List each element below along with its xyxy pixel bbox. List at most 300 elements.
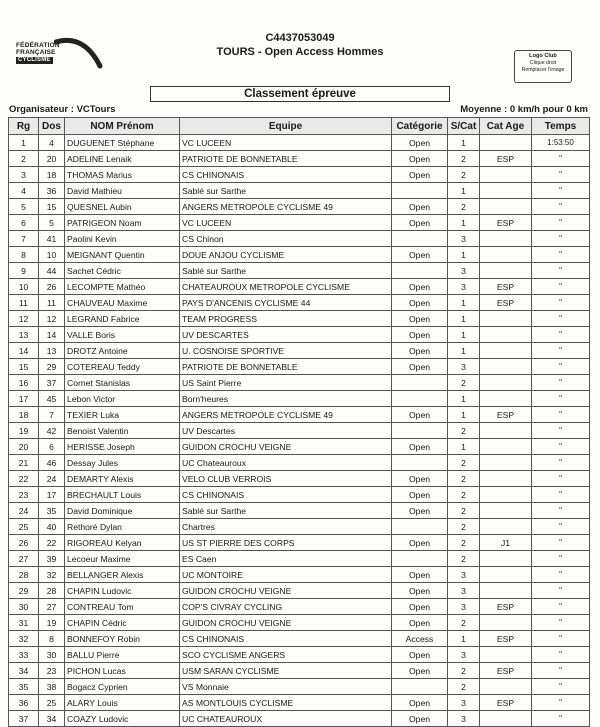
- club-logo-title: Logo Club: [529, 53, 557, 59]
- table-row: [9, 711, 590, 727]
- team-cell: UC Chateauroux: [180, 455, 392, 471]
- bib-cell: 30: [39, 647, 65, 663]
- name-cell: Paolini Kevin: [65, 231, 180, 247]
- team-cell: VC LUCEEN: [180, 215, 392, 231]
- col-name: NOM Prénom: [65, 118, 180, 135]
- rank-cell: 29: [9, 583, 39, 599]
- bib-cell: 19: [39, 615, 65, 631]
- col-team: Equipe: [180, 118, 392, 135]
- bib-cell: 41: [39, 231, 65, 247]
- rank-cell: 19: [9, 423, 39, 439]
- logo-line-3: CYCLISME: [18, 57, 51, 63]
- club-logo-placeholder: [514, 50, 572, 83]
- category-cell: Open: [392, 471, 448, 487]
- average-speed: Moyenne : 0 km/h pour 0 km: [460, 104, 588, 115]
- subcategory-cell: 1: [448, 247, 480, 263]
- age-category-cell: [480, 471, 532, 487]
- table-row: [9, 327, 590, 343]
- age-category-cell: ESP: [480, 599, 532, 615]
- rank-cell: 20: [9, 439, 39, 455]
- name-cell: LEGRAND Fabrice: [65, 311, 180, 327]
- name-cell: ADELINE Lenaik: [65, 151, 180, 167]
- subcategory-cell: 1: [448, 215, 480, 231]
- age-category-cell: ESP: [480, 151, 532, 167]
- table-row: [9, 359, 590, 375]
- age-category-cell: [480, 199, 532, 215]
- age-category-cell: [480, 567, 532, 583]
- rank-cell: 2: [9, 151, 39, 167]
- table-row: [9, 343, 590, 359]
- bib-cell: 13: [39, 343, 65, 359]
- name-cell: CHAPIN Ludovic: [65, 583, 180, 599]
- table-row: [9, 263, 590, 279]
- rank-cell: 37: [9, 711, 39, 727]
- subcategory-cell: 3: [448, 647, 480, 663]
- bib-cell: 8: [39, 631, 65, 647]
- logo-line-2: FRANÇAISE: [16, 49, 56, 56]
- name-cell: VALLE Boris: [65, 327, 180, 343]
- time-cell: ": [532, 567, 590, 583]
- age-category-cell: [480, 183, 532, 199]
- team-cell: SCO CYCLISME ANGERS: [180, 647, 392, 663]
- age-category-cell: ESP: [480, 407, 532, 423]
- age-category-cell: ESP: [480, 631, 532, 647]
- category-cell: Open: [392, 503, 448, 519]
- category-cell: Open: [392, 711, 448, 727]
- category-cell: [392, 391, 448, 407]
- category-cell: Open: [392, 567, 448, 583]
- rank-cell: 21: [9, 455, 39, 471]
- category-cell: Open: [392, 599, 448, 615]
- subcategory-cell: 3: [448, 711, 480, 727]
- col-subcategory: S/Cat: [448, 118, 480, 135]
- time-cell: ": [532, 471, 590, 487]
- rank-cell: 14: [9, 343, 39, 359]
- time-cell: ": [532, 535, 590, 551]
- name-cell: BRECHAULT Louis: [65, 487, 180, 503]
- team-cell: CS CHINONAIS: [180, 487, 392, 503]
- name-cell: David Mathieu: [65, 183, 180, 199]
- subcategory-cell: 2: [448, 375, 480, 391]
- name-cell: Benoist Valentin: [65, 423, 180, 439]
- col-age-category: Cat Age: [480, 118, 532, 135]
- bib-cell: 17: [39, 487, 65, 503]
- category-cell: Open: [392, 343, 448, 359]
- time-cell: ": [532, 663, 590, 679]
- time-cell: ": [532, 199, 590, 215]
- table-row: [9, 295, 590, 311]
- rank-cell: 12: [9, 311, 39, 327]
- name-cell: David Dominique: [65, 503, 180, 519]
- team-cell: US ST PIERRE DES CORPS: [180, 535, 392, 551]
- team-cell: ANGERS METROPOLE CYCLISME 49: [180, 199, 392, 215]
- club-logo-line2: Remplacer l'image: [521, 67, 565, 73]
- category-cell: [392, 423, 448, 439]
- time-cell: ": [532, 599, 590, 615]
- table-row: [9, 375, 590, 391]
- time-cell: ": [532, 583, 590, 599]
- results-banner: Classement épreuve: [150, 86, 450, 102]
- age-category-cell: [480, 135, 532, 151]
- category-cell: Open: [392, 695, 448, 711]
- time-cell: ": [532, 343, 590, 359]
- bib-cell: 22: [39, 535, 65, 551]
- category-cell: [392, 455, 448, 471]
- rank-cell: 5: [9, 199, 39, 215]
- category-cell: [392, 231, 448, 247]
- table-row: [9, 695, 590, 711]
- bib-cell: 14: [39, 327, 65, 343]
- age-category-cell: [480, 391, 532, 407]
- rank-cell: 32: [9, 631, 39, 647]
- team-cell: UC MONTOIRE: [180, 567, 392, 583]
- race-title: TOURS - Open Access Hommes: [216, 46, 384, 58]
- rank-cell: 7: [9, 231, 39, 247]
- team-cell: CS CHINONAIS: [180, 631, 392, 647]
- age-category-cell: [480, 439, 532, 455]
- table-row: [9, 279, 590, 295]
- bib-cell: 35: [39, 503, 65, 519]
- rank-cell: 16: [9, 375, 39, 391]
- category-cell: [392, 375, 448, 391]
- subcategory-cell: 2: [448, 615, 480, 631]
- time-cell: ": [532, 391, 590, 407]
- name-cell: CHAUVEAU Maxime: [65, 295, 180, 311]
- logo-line-1: FÉDÉRATION: [16, 42, 60, 49]
- team-cell: VELO CLUB VERROIS: [180, 471, 392, 487]
- name-cell: Lecoeur Maxime: [65, 551, 180, 567]
- table-row: [9, 631, 590, 647]
- name-cell: Cornet Stanislas: [65, 375, 180, 391]
- category-cell: Open: [392, 167, 448, 183]
- subcategory-cell: 2: [448, 535, 480, 551]
- table-row: [9, 199, 590, 215]
- time-cell: ": [532, 631, 590, 647]
- age-category-cell: [480, 343, 532, 359]
- team-cell: PAYS D'ANCENIS CYCLISME 44: [180, 295, 392, 311]
- age-category-cell: [480, 583, 532, 599]
- rank-cell: 33: [9, 647, 39, 663]
- table-row: [9, 455, 590, 471]
- rank-cell: 1: [9, 135, 39, 151]
- age-category-cell: [480, 231, 532, 247]
- name-cell: Lebon Victor: [65, 391, 180, 407]
- time-cell: ": [532, 519, 590, 535]
- table-row: [9, 487, 590, 503]
- team-cell: PATRIOTE DE BONNETABLE: [180, 151, 392, 167]
- team-cell: Sablé sur Sarthe: [180, 183, 392, 199]
- rank-cell: 36: [9, 695, 39, 711]
- team-cell: Sablé sur Sarthe: [180, 503, 392, 519]
- bib-cell: 18: [39, 167, 65, 183]
- rank-cell: 35: [9, 679, 39, 695]
- table-row: [9, 311, 590, 327]
- results-table: [8, 117, 590, 727]
- table-row: [9, 519, 590, 535]
- bib-cell: 7: [39, 407, 65, 423]
- team-cell: USM SARAN CYCLISME: [180, 663, 392, 679]
- subcategory-cell: 3: [448, 279, 480, 295]
- time-cell: ": [532, 327, 590, 343]
- subcategory-cell: 3: [448, 263, 480, 279]
- subcategory-cell: 2: [448, 519, 480, 535]
- subcategory-cell: 3: [448, 599, 480, 615]
- bib-cell: 44: [39, 263, 65, 279]
- rank-cell: 9: [9, 263, 39, 279]
- bib-cell: 45: [39, 391, 65, 407]
- table-row: [9, 503, 590, 519]
- subcategory-cell: 3: [448, 695, 480, 711]
- subcategory-cell: 2: [448, 455, 480, 471]
- age-category-cell: ESP: [480, 215, 532, 231]
- bib-cell: 36: [39, 183, 65, 199]
- time-cell: ": [532, 231, 590, 247]
- category-cell: Open: [392, 279, 448, 295]
- subcategory-cell: 2: [448, 487, 480, 503]
- time-cell: ": [532, 311, 590, 327]
- subcategory-cell: 1: [448, 439, 480, 455]
- age-category-cell: [480, 263, 532, 279]
- time-cell: ": [532, 151, 590, 167]
- table-row: [9, 423, 590, 439]
- age-category-cell: [480, 679, 532, 695]
- category-cell: [392, 263, 448, 279]
- rank-cell: 18: [9, 407, 39, 423]
- bib-cell: 11: [39, 295, 65, 311]
- name-cell: Dessay Jules: [65, 455, 180, 471]
- team-cell: UV Descartes: [180, 423, 392, 439]
- table-header-row: [9, 118, 590, 135]
- category-cell: Open: [392, 583, 448, 599]
- category-cell: Open: [392, 535, 448, 551]
- age-category-cell: [480, 519, 532, 535]
- organizer-label: Organisateur : VCTours: [9, 104, 116, 115]
- subcategory-cell: 1: [448, 407, 480, 423]
- age-category-cell: ESP: [480, 695, 532, 711]
- time-cell: ": [532, 263, 590, 279]
- bib-cell: 10: [39, 247, 65, 263]
- category-cell: Open: [392, 135, 448, 151]
- age-category-cell: [480, 551, 532, 567]
- rank-cell: 3: [9, 167, 39, 183]
- name-cell: THOMAS Marius: [65, 167, 180, 183]
- rank-cell: 26: [9, 535, 39, 551]
- name-cell: PATRIGEON Noam: [65, 215, 180, 231]
- name-cell: ALARY Louis: [65, 695, 180, 711]
- time-cell: ": [532, 647, 590, 663]
- name-cell: HERISSE Joseph: [65, 439, 180, 455]
- name-cell: CHAPIN Cédric: [65, 615, 180, 631]
- category-cell: [392, 679, 448, 695]
- table-row: [9, 567, 590, 583]
- table-row: [9, 535, 590, 551]
- team-cell: Born'heures: [180, 391, 392, 407]
- subcategory-cell: 1: [448, 343, 480, 359]
- subcategory-cell: 3: [448, 231, 480, 247]
- category-cell: Open: [392, 199, 448, 215]
- time-cell: ": [532, 183, 590, 199]
- bib-cell: 42: [39, 423, 65, 439]
- team-cell: UV DESCARTES: [180, 327, 392, 343]
- subcategory-cell: 3: [448, 583, 480, 599]
- rank-cell: 30: [9, 599, 39, 615]
- time-cell: ": [532, 711, 590, 727]
- time-cell: ": [532, 279, 590, 295]
- bib-cell: 27: [39, 599, 65, 615]
- bib-cell: 26: [39, 279, 65, 295]
- table-row: [9, 439, 590, 455]
- name-cell: Sachet Cédric: [65, 263, 180, 279]
- rank-cell: 10: [9, 279, 39, 295]
- subcategory-cell: 2: [448, 151, 480, 167]
- bib-cell: 5: [39, 215, 65, 231]
- document-id: C4437053049: [265, 32, 335, 44]
- bib-cell: 40: [39, 519, 65, 535]
- name-cell: COTEREAU Teddy: [65, 359, 180, 375]
- rank-cell: 23: [9, 487, 39, 503]
- time-cell: ": [532, 167, 590, 183]
- col-rank: Rg: [9, 118, 39, 135]
- subcategory-cell: 2: [448, 551, 480, 567]
- bib-cell: 15: [39, 199, 65, 215]
- time-cell: ": [532, 487, 590, 503]
- team-cell: ES Caen: [180, 551, 392, 567]
- name-cell: TEXIER Luka: [65, 407, 180, 423]
- time-cell: ": [532, 375, 590, 391]
- subcategory-cell: 1: [448, 391, 480, 407]
- age-category-cell: ESP: [480, 295, 532, 311]
- age-category-cell: [480, 615, 532, 631]
- club-logo-line1: Clique droit: [529, 60, 557, 66]
- age-category-cell: [480, 167, 532, 183]
- bib-cell: 23: [39, 663, 65, 679]
- subcategory-cell: 1: [448, 631, 480, 647]
- table-row: [9, 647, 590, 663]
- bib-cell: 46: [39, 455, 65, 471]
- age-category-cell: [480, 503, 532, 519]
- team-cell: CHATEAUROUX METROPOLE CYCLISME: [180, 279, 392, 295]
- age-category-cell: [480, 375, 532, 391]
- name-cell: COAZY Ludovic: [65, 711, 180, 727]
- subcategory-cell: 2: [448, 167, 480, 183]
- category-cell: Open: [392, 647, 448, 663]
- bib-cell: 6: [39, 439, 65, 455]
- table-row: [9, 135, 590, 151]
- age-category-cell: J1: [480, 535, 532, 551]
- age-category-cell: [480, 423, 532, 439]
- age-category-cell: [480, 311, 532, 327]
- rank-cell: 34: [9, 663, 39, 679]
- age-category-cell: [480, 359, 532, 375]
- category-cell: Open: [392, 487, 448, 503]
- name-cell: RIGOREAU Kelyan: [65, 535, 180, 551]
- age-category-cell: [480, 327, 532, 343]
- table-row: [9, 231, 590, 247]
- subcategory-cell: 2: [448, 663, 480, 679]
- category-cell: Open: [392, 407, 448, 423]
- table-row: [9, 391, 590, 407]
- bib-cell: 32: [39, 567, 65, 583]
- table-row: [9, 183, 590, 199]
- name-cell: DUGUENET Stéphane: [65, 135, 180, 151]
- rank-cell: 6: [9, 215, 39, 231]
- subcategory-cell: 1: [448, 311, 480, 327]
- team-cell: CS Chinon: [180, 231, 392, 247]
- table-row: [9, 407, 590, 423]
- rank-cell: 17: [9, 391, 39, 407]
- time-cell: ": [532, 407, 590, 423]
- table-row: [9, 599, 590, 615]
- category-cell: Open: [392, 247, 448, 263]
- team-cell: VC LUCEEN: [180, 135, 392, 151]
- rank-cell: 8: [9, 247, 39, 263]
- name-cell: MEIGNANT Quentin: [65, 247, 180, 263]
- table-row: [9, 167, 590, 183]
- bib-cell: 4: [39, 135, 65, 151]
- category-cell: Open: [392, 311, 448, 327]
- rank-cell: 28: [9, 567, 39, 583]
- bib-cell: 38: [39, 679, 65, 695]
- time-cell: ": [532, 551, 590, 567]
- table-row: [9, 583, 590, 599]
- subcategory-cell: 1: [448, 327, 480, 343]
- category-cell: Open: [392, 439, 448, 455]
- col-time: Temps: [532, 118, 590, 135]
- subcategory-cell: 1: [448, 135, 480, 151]
- subcategory-cell: 2: [448, 679, 480, 695]
- category-cell: Open: [392, 359, 448, 375]
- bib-cell: 24: [39, 471, 65, 487]
- age-category-cell: ESP: [480, 279, 532, 295]
- time-cell: ": [532, 503, 590, 519]
- bib-cell: 28: [39, 583, 65, 599]
- bib-cell: 20: [39, 151, 65, 167]
- team-cell: Chartres: [180, 519, 392, 535]
- category-cell: Open: [392, 327, 448, 343]
- name-cell: Bogacz Cyprien: [65, 679, 180, 695]
- time-cell: ": [532, 247, 590, 263]
- team-cell: PATRIOTE DE BONNETABLE: [180, 359, 392, 375]
- col-bib: Dos: [39, 118, 65, 135]
- bib-cell: 12: [39, 311, 65, 327]
- team-cell: VS Monnaie: [180, 679, 392, 695]
- time-cell: ": [532, 679, 590, 695]
- time-cell: ": [532, 615, 590, 631]
- category-cell: [392, 183, 448, 199]
- time-cell: ": [532, 215, 590, 231]
- team-cell: US Saint Pierre: [180, 375, 392, 391]
- time-cell: ": [532, 423, 590, 439]
- subcategory-cell: 1: [448, 183, 480, 199]
- team-cell: GUIDON CROCHU VEIGNE: [180, 583, 392, 599]
- category-cell: Access: [392, 631, 448, 647]
- age-category-cell: [480, 455, 532, 471]
- subcategory-cell: 2: [448, 503, 480, 519]
- table-row: [9, 663, 590, 679]
- time-cell: ": [532, 455, 590, 471]
- name-cell: BELLANGER Alexis: [65, 567, 180, 583]
- name-cell: Rethoré Dylan: [65, 519, 180, 535]
- table-row: [9, 679, 590, 695]
- category-cell: Open: [392, 295, 448, 311]
- table-row: [9, 471, 590, 487]
- team-cell: UC CHATEAUROUX: [180, 711, 392, 727]
- age-category-cell: [480, 247, 532, 263]
- table-row: [9, 215, 590, 231]
- name-cell: BALLU Pierre: [65, 647, 180, 663]
- name-cell: DEMARTY Alexis: [65, 471, 180, 487]
- age-category-cell: ESP: [480, 663, 532, 679]
